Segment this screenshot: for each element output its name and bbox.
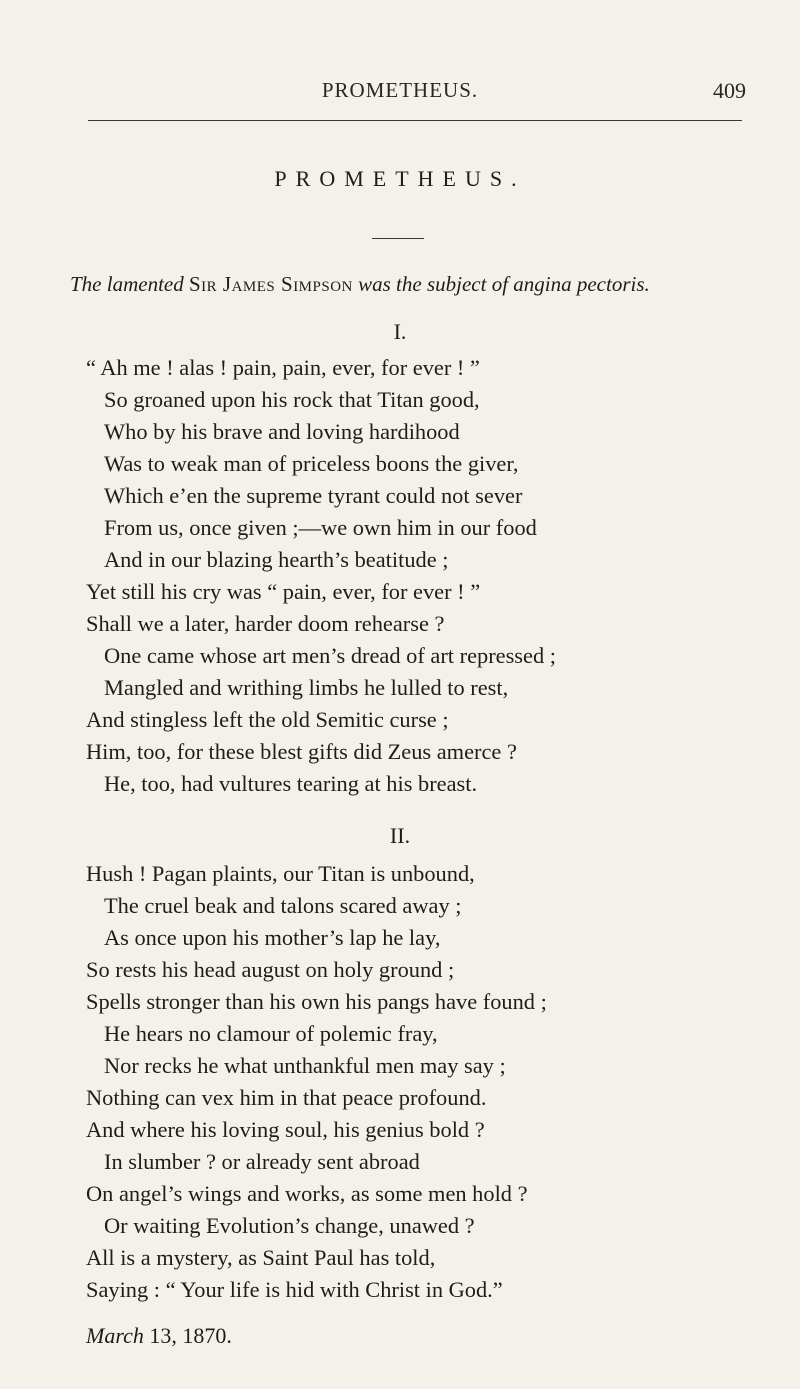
poem-line: “ Ah me ! alas ! pain, pain, ever, for ever ! ” bbox=[86, 355, 480, 380]
poem-line: And where his loving soul, his genius bold ? bbox=[86, 1117, 485, 1142]
poem-line: Hush ! Pagan plaints, our Titan is unbound, bbox=[86, 861, 475, 886]
poem-line: Mangled and writhing limbs he lulled to rest, bbox=[104, 675, 509, 700]
poem-line: So groaned upon his rock that Titan good, bbox=[104, 387, 480, 412]
poem-line: And in our blazing hearth’s beatitude ; bbox=[104, 547, 449, 572]
poem-line: So rests his head august on holy ground ; bbox=[86, 957, 455, 982]
poem-date bbox=[86, 1323, 232, 1349]
poem-line: Or waiting Evolution’s change, unawed ? bbox=[104, 1213, 475, 1238]
subtitle-part1: The lamented bbox=[70, 272, 189, 296]
poem-line: All is a mystery, as Saint Paul has told, bbox=[86, 1245, 436, 1270]
poem-line: And stingless left the old Semitic curse ; bbox=[86, 707, 449, 732]
poem-line: From us, once given ;—we own him in our food bbox=[104, 515, 537, 540]
poem-line: Him, too, for these blest gifts did Zeus amerce ? bbox=[86, 739, 517, 764]
section-number-1: I. bbox=[393, 319, 407, 344]
poem-line: Spells stronger than his own his pangs have found ; bbox=[86, 989, 547, 1014]
poem-line: The cruel beak and talons scared away ; bbox=[104, 893, 462, 918]
header-rule bbox=[88, 120, 742, 121]
poem-line: Nothing can vex him in that peace profound. bbox=[86, 1085, 487, 1110]
poem-line: In slumber ? or already sent abroad bbox=[104, 1149, 420, 1174]
poem-line: He hears no clamour of polemic fray, bbox=[104, 1021, 438, 1046]
poem-line: Which e’en the supreme tyrant could not sever bbox=[104, 483, 523, 508]
poem-line: Yet still his cry was “ pain, ever, for ever ! ” bbox=[86, 579, 481, 604]
title-divider bbox=[372, 238, 424, 239]
poem-line: Shall we a later, harder doom rehearse ? bbox=[86, 611, 445, 636]
subtitle-name: Sir James Simpson bbox=[188, 272, 353, 296]
section-number-2: II. bbox=[389, 823, 411, 848]
poem-line: Nor recks he what unthankful men may say ; bbox=[104, 1053, 506, 1078]
poem-subtitle bbox=[70, 272, 760, 297]
poem-line: Who by his brave and loving hardihood bbox=[104, 419, 460, 444]
date-month: March bbox=[86, 1323, 144, 1348]
subtitle-part2: was the subject of angina pectoris. bbox=[352, 272, 650, 296]
poem-line: As once upon his mother’s lap he lay, bbox=[104, 925, 441, 950]
running-head bbox=[60, 78, 746, 108]
running-title: PROMETHEUS. bbox=[321, 78, 479, 102]
poem-line: On angel’s wings and works, as some men hold ? bbox=[86, 1181, 528, 1206]
poem-line: Was to weak man of priceless boons the giver, bbox=[104, 451, 519, 476]
poem-title: PROMETHEUS. bbox=[274, 166, 526, 191]
page-number: 409 bbox=[713, 78, 746, 103]
poem-line: He, too, had vultures tearing at his breast. bbox=[104, 771, 478, 796]
poem-line: One came whose art men’s dread of art repressed ; bbox=[104, 643, 556, 668]
poem-line: Saying : “ Your life is hid with Christ in God.” bbox=[86, 1277, 503, 1302]
date-rest: 13, 1870. bbox=[143, 1323, 232, 1348]
